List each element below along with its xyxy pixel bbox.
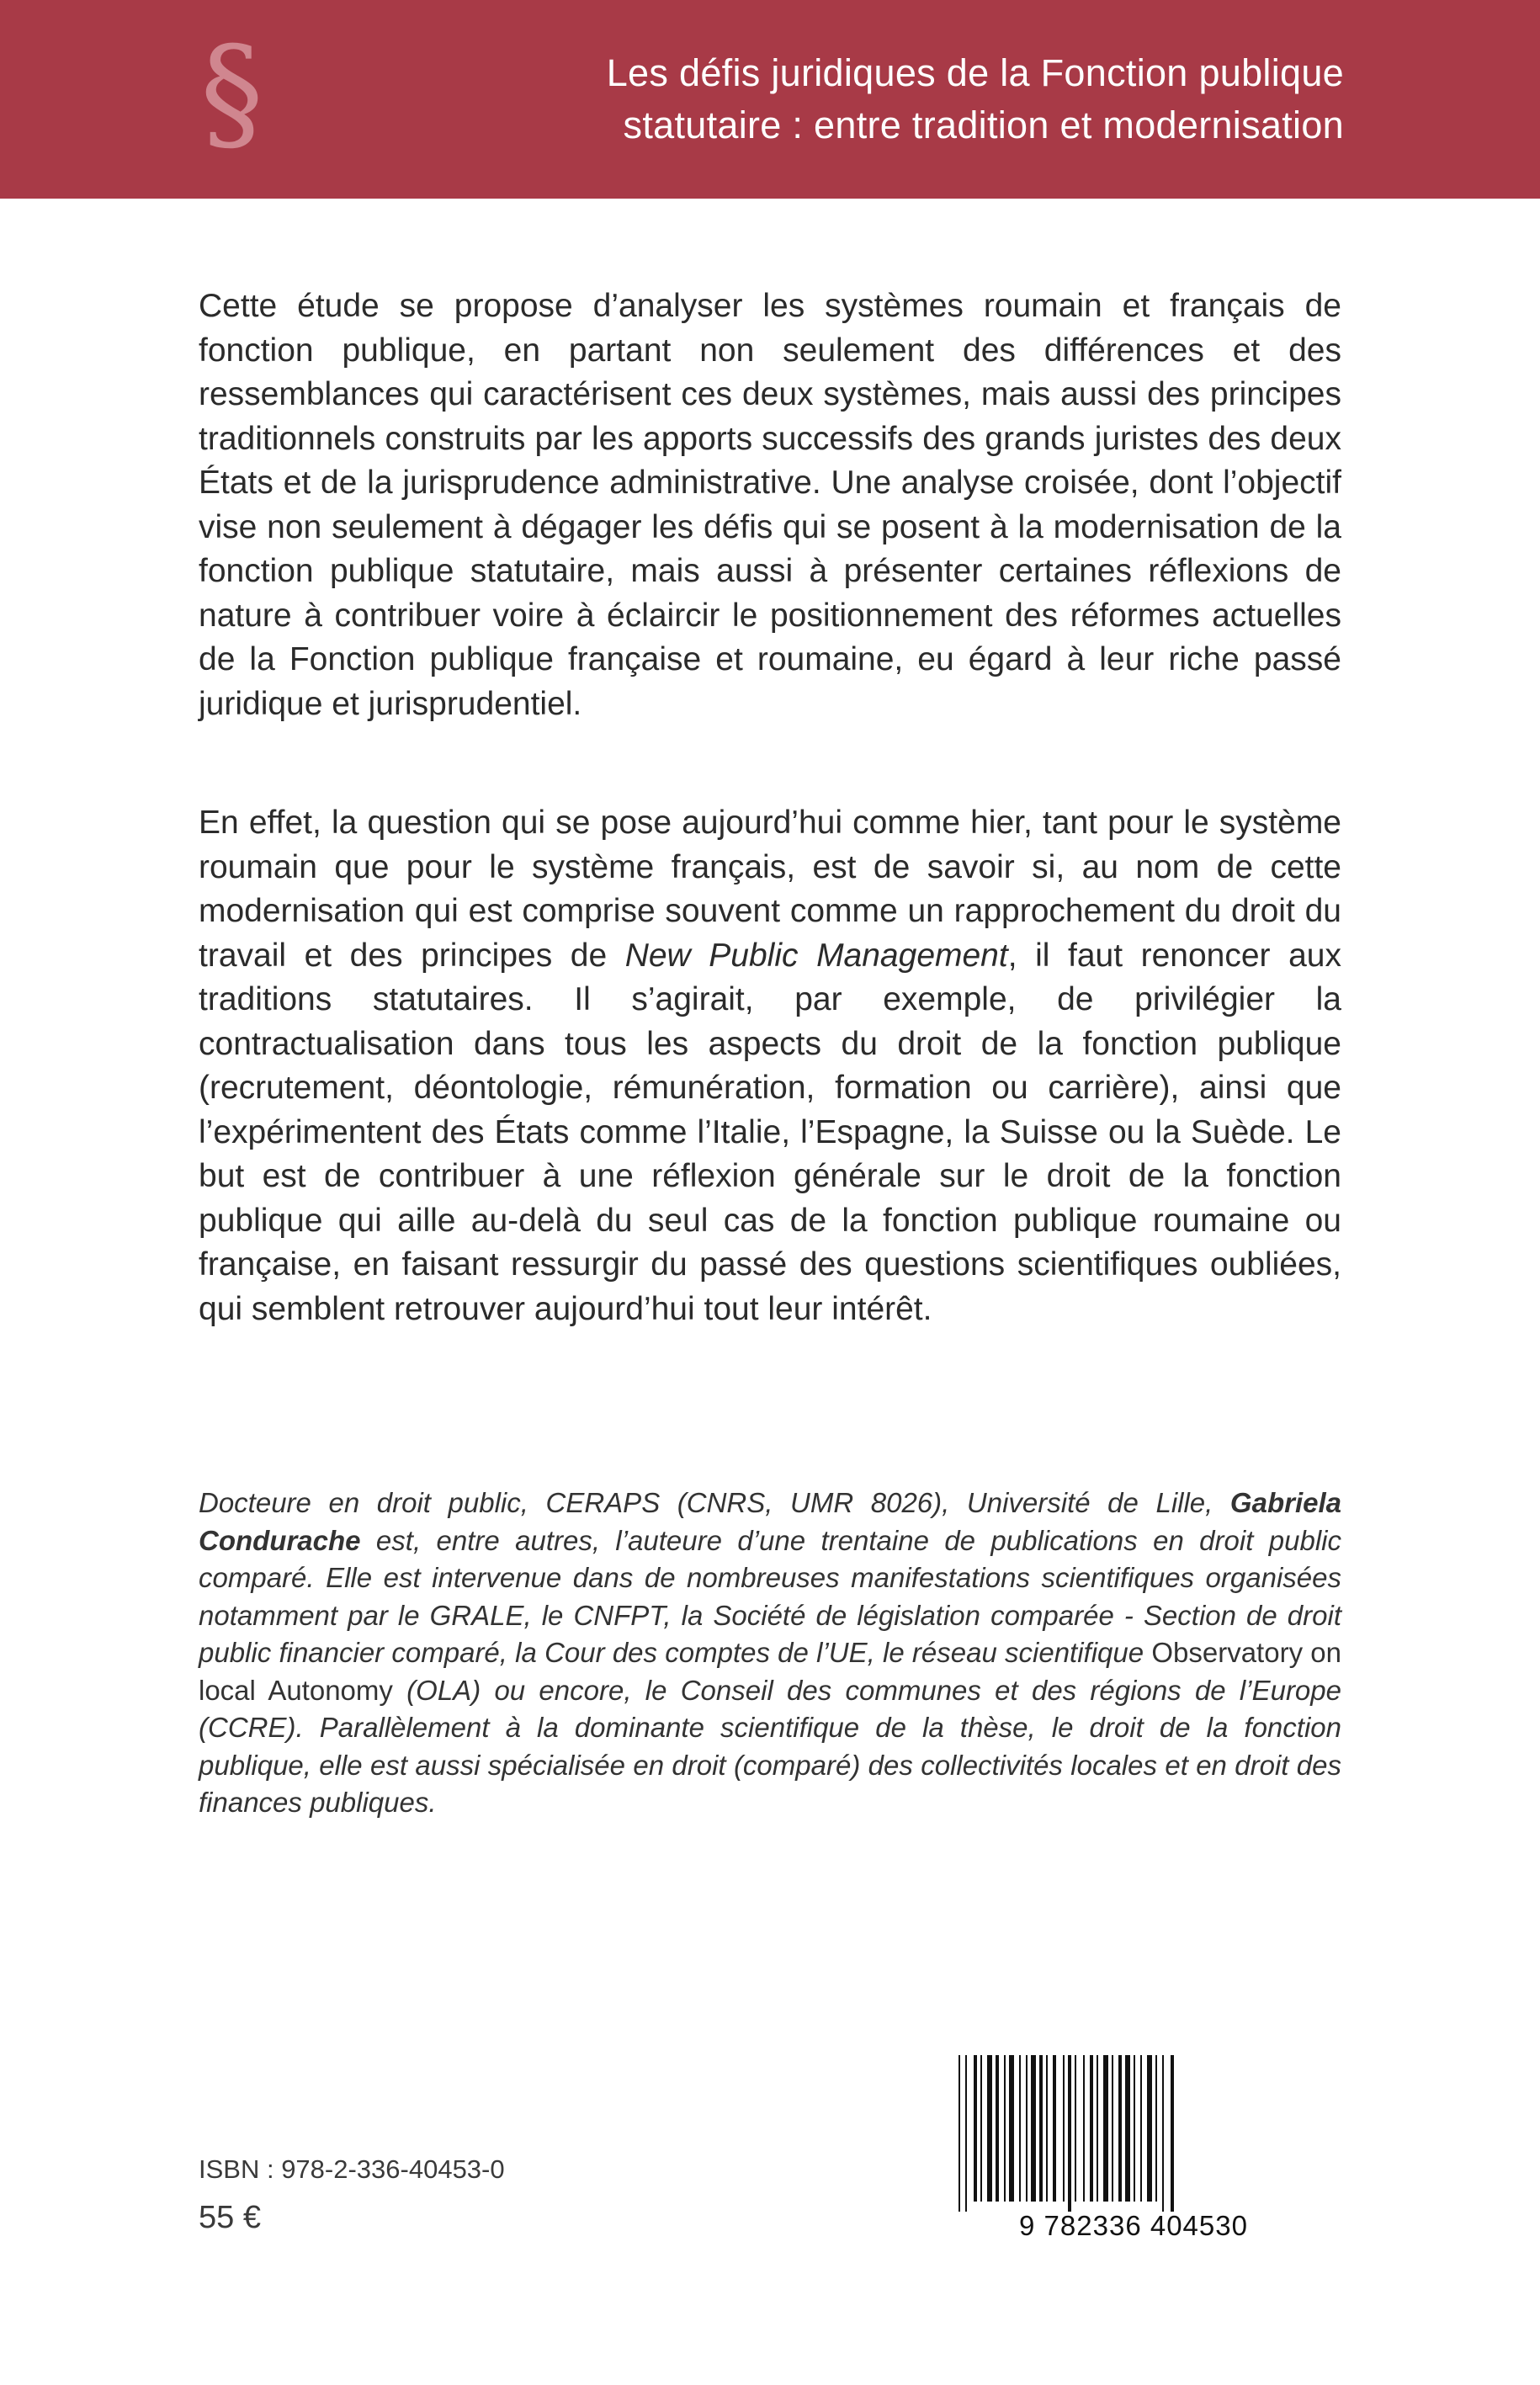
barcode-bar: [1083, 2055, 1085, 2202]
barcode-bar: [1125, 2055, 1130, 2202]
barcode-bar: [1026, 2055, 1028, 2202]
barcode-bar: [1171, 2055, 1174, 2212]
paragraph-2-text-a: En effet, la question qui se pose aujourd’hui comme hier, tant pour le système roumain que pour le système français, est de savoir si, au nom de cette modernisation qui est comprise souvent comme un rapprochement du droit du travail et des principes de: [199, 805, 1341, 974]
barcode-bar: [1118, 2055, 1122, 2202]
section-symbol-icon: §: [200, 20, 263, 167]
barcode-bar: [959, 2055, 960, 2212]
summary-paragraph-1: Cette étude se propose d’analyser les systèmes roumain et français de fonction publique, en partant non seulement des différences et des ressemblances qui caractérisent ces deux systèmes, mais aussi des principes traditionnels construits par les apports successifs des grands juristes des deux États et de la jurisprudence administrative. Une analyse croisée, dont l’objectif vise non seulement à dégager les défis qui se posent à la modernisation de la fonction publique statutaire, mais aussi à présenter certaines réflexions de nature à contribuer voire à éclaircir le positionnement des réformes actuelles de la Fonction publique française et roumaine, eu égard à leur riche passé juridique et jurisprudentiel.: [199, 288, 1341, 722]
barcode-bar: [1009, 2055, 1014, 2202]
barcode-bar: [980, 2055, 982, 2202]
title-line-1: Les défis juridiques de la Fonction publique: [606, 51, 1344, 94]
author-name: Gabriela Condurache: [199, 1487, 1341, 1556]
barcode-bar: [974, 2055, 977, 2202]
title-line-2: statutaire : entre tradition et modernisation: [623, 104, 1344, 146]
barcode-bar: [965, 2055, 967, 2212]
bio-text-b: est, entre autres, l’auteure d’une trentaine de publications en droit public comparé. Elle est intervenue dans de nombreuses manifestations scientifiques organisées notamment par le GRALE, le CNFPT, la Société de législation comparée - Section de droit public financier comparé, la Cour des comptes de l’UE, le réseau scientifique: [199, 1524, 1341, 1668]
price-label: 55 €: [199, 2200, 261, 2235]
barcode-bar: [1004, 2055, 1006, 2202]
barcode-bar: [1046, 2055, 1048, 2202]
cover-header-band: [0, 0, 1540, 199]
barcode-bars: [959, 2055, 1174, 2212]
barcode-bar: [1147, 2055, 1152, 2202]
barcode-bar: [1103, 2055, 1108, 2202]
barcode-bar: [1063, 2055, 1065, 2202]
barcode-bar: [996, 2055, 999, 2202]
barcode-bar: [1134, 2055, 1135, 2202]
book-title: [418, 47, 1344, 151]
barcode-bar: [1155, 2055, 1157, 2202]
summary-paragraph-2: [199, 801, 1341, 1331]
barcode-bar: [1112, 2055, 1113, 2202]
barcode-bar: [1097, 2055, 1098, 2202]
paragraph-2-italic-term: New Public Management: [624, 937, 1008, 974]
barcode-digits: 9 782336 404530: [1019, 2210, 1248, 2241]
bio-text-a: Docteure en droit public, CERAPS (CNRS, UMR 8026), Université de Lille,: [199, 1487, 1230, 1518]
barcode-bar: [1053, 2055, 1056, 2202]
bio-roman-term: Observatory on local Autonomy: [199, 1637, 1341, 1706]
barcode-bar: [987, 2055, 992, 2202]
isbn-label: ISBN : 978-2-336-40453-0: [199, 2154, 505, 2184]
barcode-bar: [1039, 2055, 1043, 2202]
paragraph-2-text-b: , il faut renoncer aux traditions statutaires. Il s’agirait, par exemple, de privilégier la contractualisation dans tous les aspects du droit de la fonction publique (recrutement, déontologie, rémunération, formation ou carrière), ainsi que l’expérimentent des États comme l’Italie, l’Espagne, la Suisse ou la Suède. Le but est de contribuer à une réflexion générale sur le droit de la fonction publique qui aille au-delà du seul cas de la fonction publique roumaine ou française, en faisant ressurgir du passé des questions scientifiques oubliées, qui semblent retrouver aujourd’hui tout leur intérêt.: [199, 937, 1341, 1327]
barcode-bar: [1031, 2055, 1036, 2202]
author-bio: [199, 1485, 1341, 1822]
barcode-bar: [1068, 2055, 1071, 2212]
barcode-bar: [1090, 2055, 1093, 2202]
barcode-bar: [1075, 2055, 1076, 2202]
barcode-bar: [1019, 2055, 1021, 2202]
bio-text-c: (OLA) ou encore, le Conseil des communes et des régions de l’Europe (CCRE). Parallèlement à la dominante scientifique de la thèse, le droit de la fonction publique, elle est aussi spécialisée en droit (comparé) des collectivités locales et en droit des finances publiques.: [199, 1674, 1341, 1818]
barcode: [952, 2055, 1315, 2242]
barcode-bar: [1140, 2055, 1142, 2202]
barcode-bar: [1162, 2055, 1164, 2212]
